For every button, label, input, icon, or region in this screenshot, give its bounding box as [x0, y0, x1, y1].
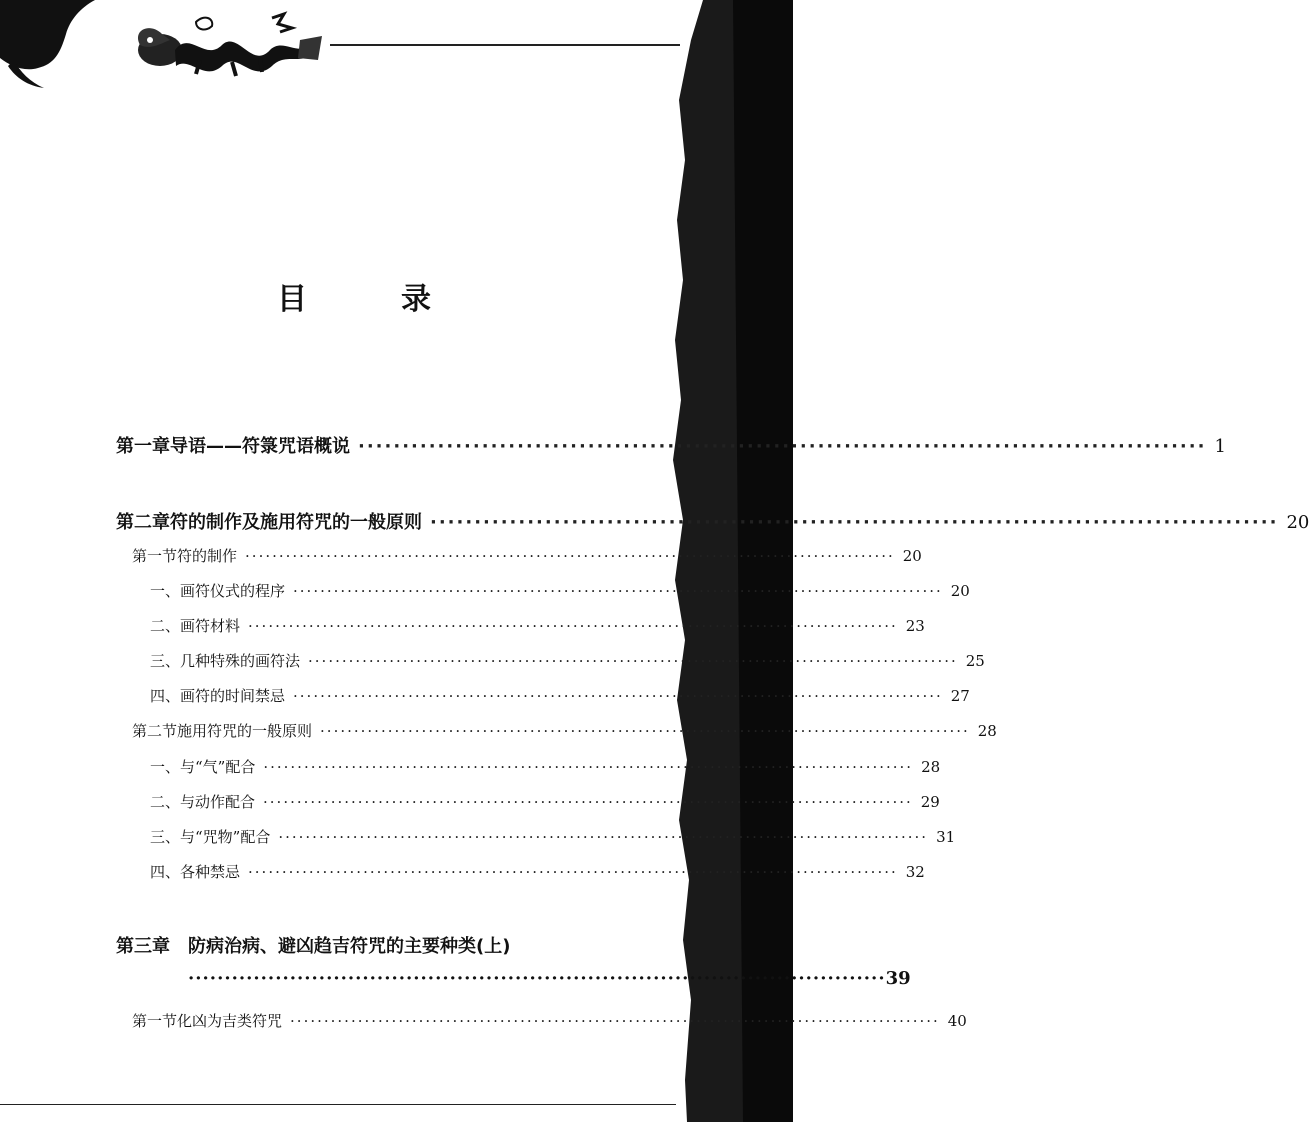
toc-section-title: 施用符咒的一般原则: [177, 722, 313, 740]
toc-chapter[interactable]: [116, 508, 1309, 534]
toc-chapter-number: 第三章: [116, 936, 170, 957]
toc-page-number: 23: [905, 617, 925, 635]
toc-page-number: 27: [950, 687, 970, 705]
toc-item[interactable]: [150, 650, 985, 671]
toc-leader-dots: ································································································: [248, 617, 898, 635]
toc-leader-dots: ································································································: [293, 582, 943, 600]
toc-chapter-number: 第二章: [116, 512, 170, 533]
toc-chapter-title: 导语——符箓咒语概说: [170, 436, 350, 457]
footer-rule: [0, 1104, 676, 1105]
toc-leader-dots: ································································································: [263, 793, 913, 811]
header-rule: [330, 44, 680, 46]
toc-item[interactable]: [150, 615, 925, 636]
toc-section[interactable]: [132, 1010, 967, 1031]
toc-section-title: 符的制作: [177, 547, 238, 565]
toc-section-number: 第二节: [132, 722, 178, 740]
toc-leader-dots: ································································································: [358, 436, 1207, 457]
toc-section-title: 化凶为吉类符咒: [177, 1012, 283, 1030]
toc-leader-dots: ································································································: [245, 547, 895, 565]
toc-item-title: 四、各种禁忌: [150, 863, 241, 881]
toc-page-number: 20: [902, 547, 922, 565]
toc-item[interactable]: [150, 685, 970, 706]
toc-leader-dots: ································································································: [290, 1012, 940, 1030]
page-title: 目 录: [277, 282, 463, 317]
toc-page-number: 25: [965, 652, 985, 670]
toc-item-title: 三、与“咒物”配合: [150, 828, 271, 846]
toc-section-number: 第一节: [132, 547, 178, 565]
toc-leader-dots: ································································································: [320, 722, 970, 740]
toc-leader-dots: ································································································: [430, 512, 1279, 533]
toc-page-number: 29: [920, 793, 940, 811]
toc-section-number: 第一节: [132, 1012, 178, 1030]
toc-page-number: 28: [921, 758, 941, 776]
toc-leader-dots: ································································································: [293, 687, 943, 705]
toc-page-number: 31: [936, 828, 956, 846]
toc-item[interactable]: [150, 791, 940, 812]
toc-chapter-title: 防病治病、避凶趋吉符咒的主要种类(上): [188, 936, 511, 957]
toc-page-number: 40: [947, 1012, 967, 1030]
toc-item[interactable]: [150, 826, 956, 847]
toc-page-number: 32: [905, 863, 925, 881]
toc-page-number: 28: [977, 722, 997, 740]
toc-page-number: 1: [1214, 436, 1226, 457]
toc-page-number: 20: [1286, 512, 1309, 533]
toc-leader-dots: ································································································: [308, 652, 958, 670]
toc-chapter[interactable]: [116, 432, 1226, 458]
toc-item-title: 一、与“气”配合: [150, 758, 256, 776]
toc-item[interactable]: [150, 861, 925, 882]
toc-page-number: 20: [950, 582, 970, 600]
toc-chapter-leader: [188, 968, 911, 989]
toc-section[interactable]: [132, 720, 997, 741]
toc-item[interactable]: [150, 580, 970, 601]
dragon-ornament: [0, 0, 330, 90]
toc-chapter-number: 第一章: [116, 436, 170, 457]
toc-item-title: 二、与动作配合: [150, 793, 256, 811]
toc-item[interactable]: [150, 756, 941, 777]
toc-section[interactable]: [132, 545, 922, 566]
toc-item-title: 二、画符材料: [150, 617, 241, 635]
toc-leader-dots: ································································································: [263, 758, 914, 776]
toc-chapter[interactable]: [116, 932, 656, 958]
toc-leader-dots: ································································································: [188, 968, 886, 989]
toc-item-title: 一、画符仪式的程序: [150, 582, 286, 600]
toc-item-title: 四、画符的时间禁忌: [150, 687, 286, 705]
toc-leader-dots: ································································································: [278, 828, 929, 846]
toc-leader-dots: ································································································: [248, 863, 898, 881]
toc-page-number: 39: [885, 968, 911, 989]
toc-item-title: 三、几种特殊的画符法: [150, 652, 301, 670]
toc-chapter-title: 符的制作及施用符咒的一般原则: [170, 512, 422, 533]
